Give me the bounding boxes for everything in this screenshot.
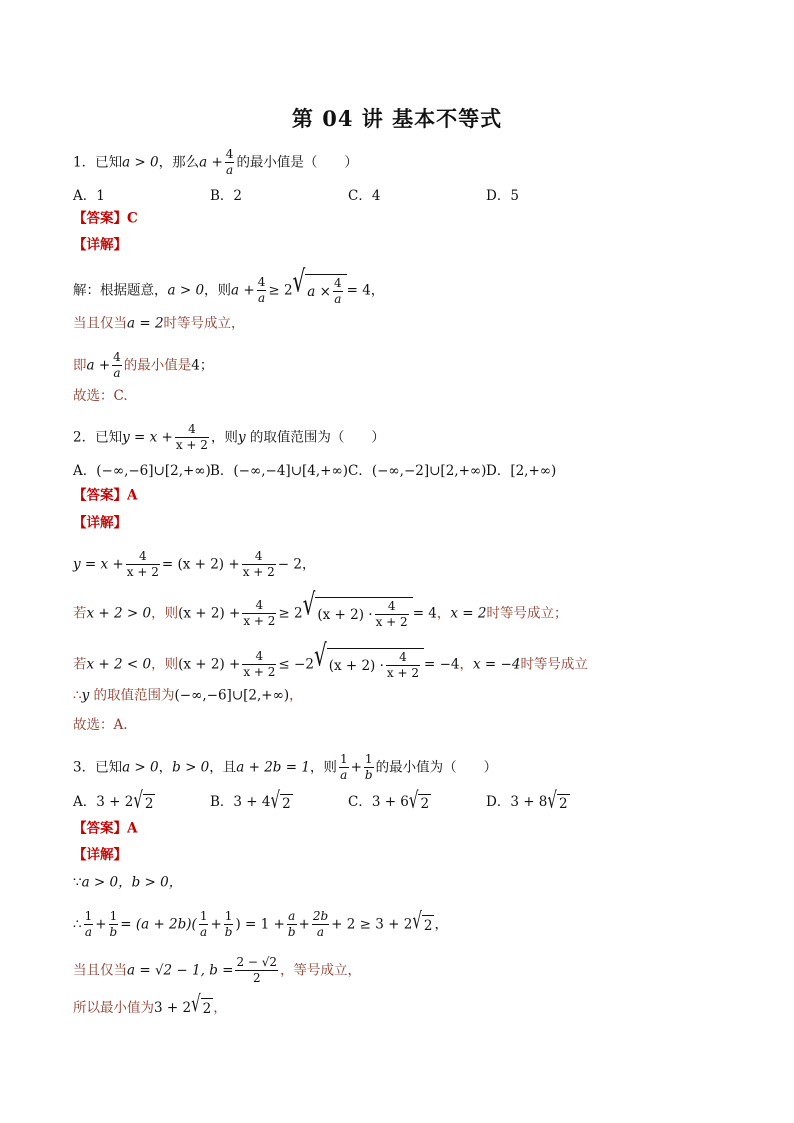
q1-sqrt: √ a × $\frac{4}{a}$ xyxy=(293,274,347,307)
q1-option-d: D．5 xyxy=(486,188,519,204)
q2-stem: 2．已知y = x + $\frac{4}{x + 2}$ ，则y 的取值范围为（ ） xyxy=(73,422,385,452)
q2-option-c: C．(−∞,−2]∪[2,+∞) xyxy=(348,463,487,479)
q1-detail-label: 【详解】 xyxy=(73,237,127,253)
q1-answer: 【答案】C xyxy=(73,210,138,227)
q1-stem: 1．已知a > 0，那么a + $\frac{4}{a}$ 的最小值是（ ） xyxy=(73,147,358,177)
q1-fraction: $\frac{4}{a}$ xyxy=(225,147,234,177)
q1-option-a: A．1 xyxy=(73,188,105,204)
q2-answer: 【答案】A xyxy=(73,487,138,504)
q2-option-d: D．[2,+∞) xyxy=(486,463,557,479)
q3-option-a: A．3 + 2 √ 2 xyxy=(73,786,154,813)
q3-answer: 【答案】A xyxy=(73,820,138,837)
q2-solution-line-2: 若x + 2 > 0，则(x + 2) + $\frac{4}{x + 2}$ ≥ 2 √ (x + 2) · $\frac{4}{x + 2}$ = 4，x = 2时等号成立； xyxy=(73,585,568,629)
q1-solution-line-4: 故选：C. xyxy=(73,388,128,404)
q2-solution-line-3: 若x + 2 < 0，则(x + 2) + $\frac{4}{x + 2}$ ≤ −2 √ (x + 2) · $\frac{4}{x + 2}$ = −4，x = −4时等号成立 xyxy=(73,636,588,680)
q3-solution-line-3: 当且仅当a = √2 − 1, b = $\frac{2 - √2}{2}$ ，等号成立， xyxy=(73,955,362,985)
q3-option-b: B．3 + 4 √ 2 xyxy=(210,786,291,813)
q2-solution-line-1: y = x + $\frac{4}{x + 2}$ = (x + 2) + $\frac{4}{x + 2}$ − 2， xyxy=(73,549,316,579)
q1-option-b: B．2 xyxy=(210,188,243,204)
q3-solution-line-4: 所以最小值为3 + 2 √ 2 ， xyxy=(73,990,227,1017)
q1-solution-line-1: 解：根据题意，a > 0，则a + $\frac{4}{a}$ ≥ 2 √ a × $\frac{4}{a}$ = 4， xyxy=(73,262,385,306)
q1-option-c: C．4 xyxy=(348,188,381,204)
q2-solution-line-4: ∴y 的取值范围为(−∞,−6]∪[2,+∞)， xyxy=(73,687,303,704)
q3-solution-line-2: ∴ $\frac{1}{a}$ + $\frac{1}{b}$ = (a + 2b)( $\frac{1}{a}$ + $\frac{1}{b}$ ) = 1 + $\frac{a}{b}$ + $\frac{2b}{a}$ + 2 ≥ 3 + 2 √ 2 ， xyxy=(73,906,448,939)
q3-option-d: D．3 + 8 √ 2 xyxy=(486,786,568,813)
q1-solution-line-3: 即a + $\frac{4}{a}$ 的最小值是4； xyxy=(73,350,214,380)
q2-option-b: B．(−∞,−4]∪[4,+∞) xyxy=(210,463,348,479)
q1-solution-line-2: 当且仅当a = 2时等号成立， xyxy=(73,315,245,332)
q2-solution-line-5: 故选：A. xyxy=(73,717,128,733)
q2-detail-label: 【详解】 xyxy=(73,515,127,531)
q3-option-c: C．3 + 6 √ 2 xyxy=(348,786,430,813)
q3-stem: 3．已知a > 0，b > 0，且a + 2b = 1，则 $\frac{1}{a}$ + $\frac{1}{b}$ 的最小值为（ ） xyxy=(73,752,498,782)
q2-option-a: A．(−∞,−6]∪[2,+∞) xyxy=(73,463,211,479)
q3-detail-label: 【详解】 xyxy=(73,847,127,863)
page-title: 第 04 讲 基本不等式 xyxy=(291,106,503,131)
q3-solution-line-1: ∵a > 0，b > 0， xyxy=(73,874,183,891)
